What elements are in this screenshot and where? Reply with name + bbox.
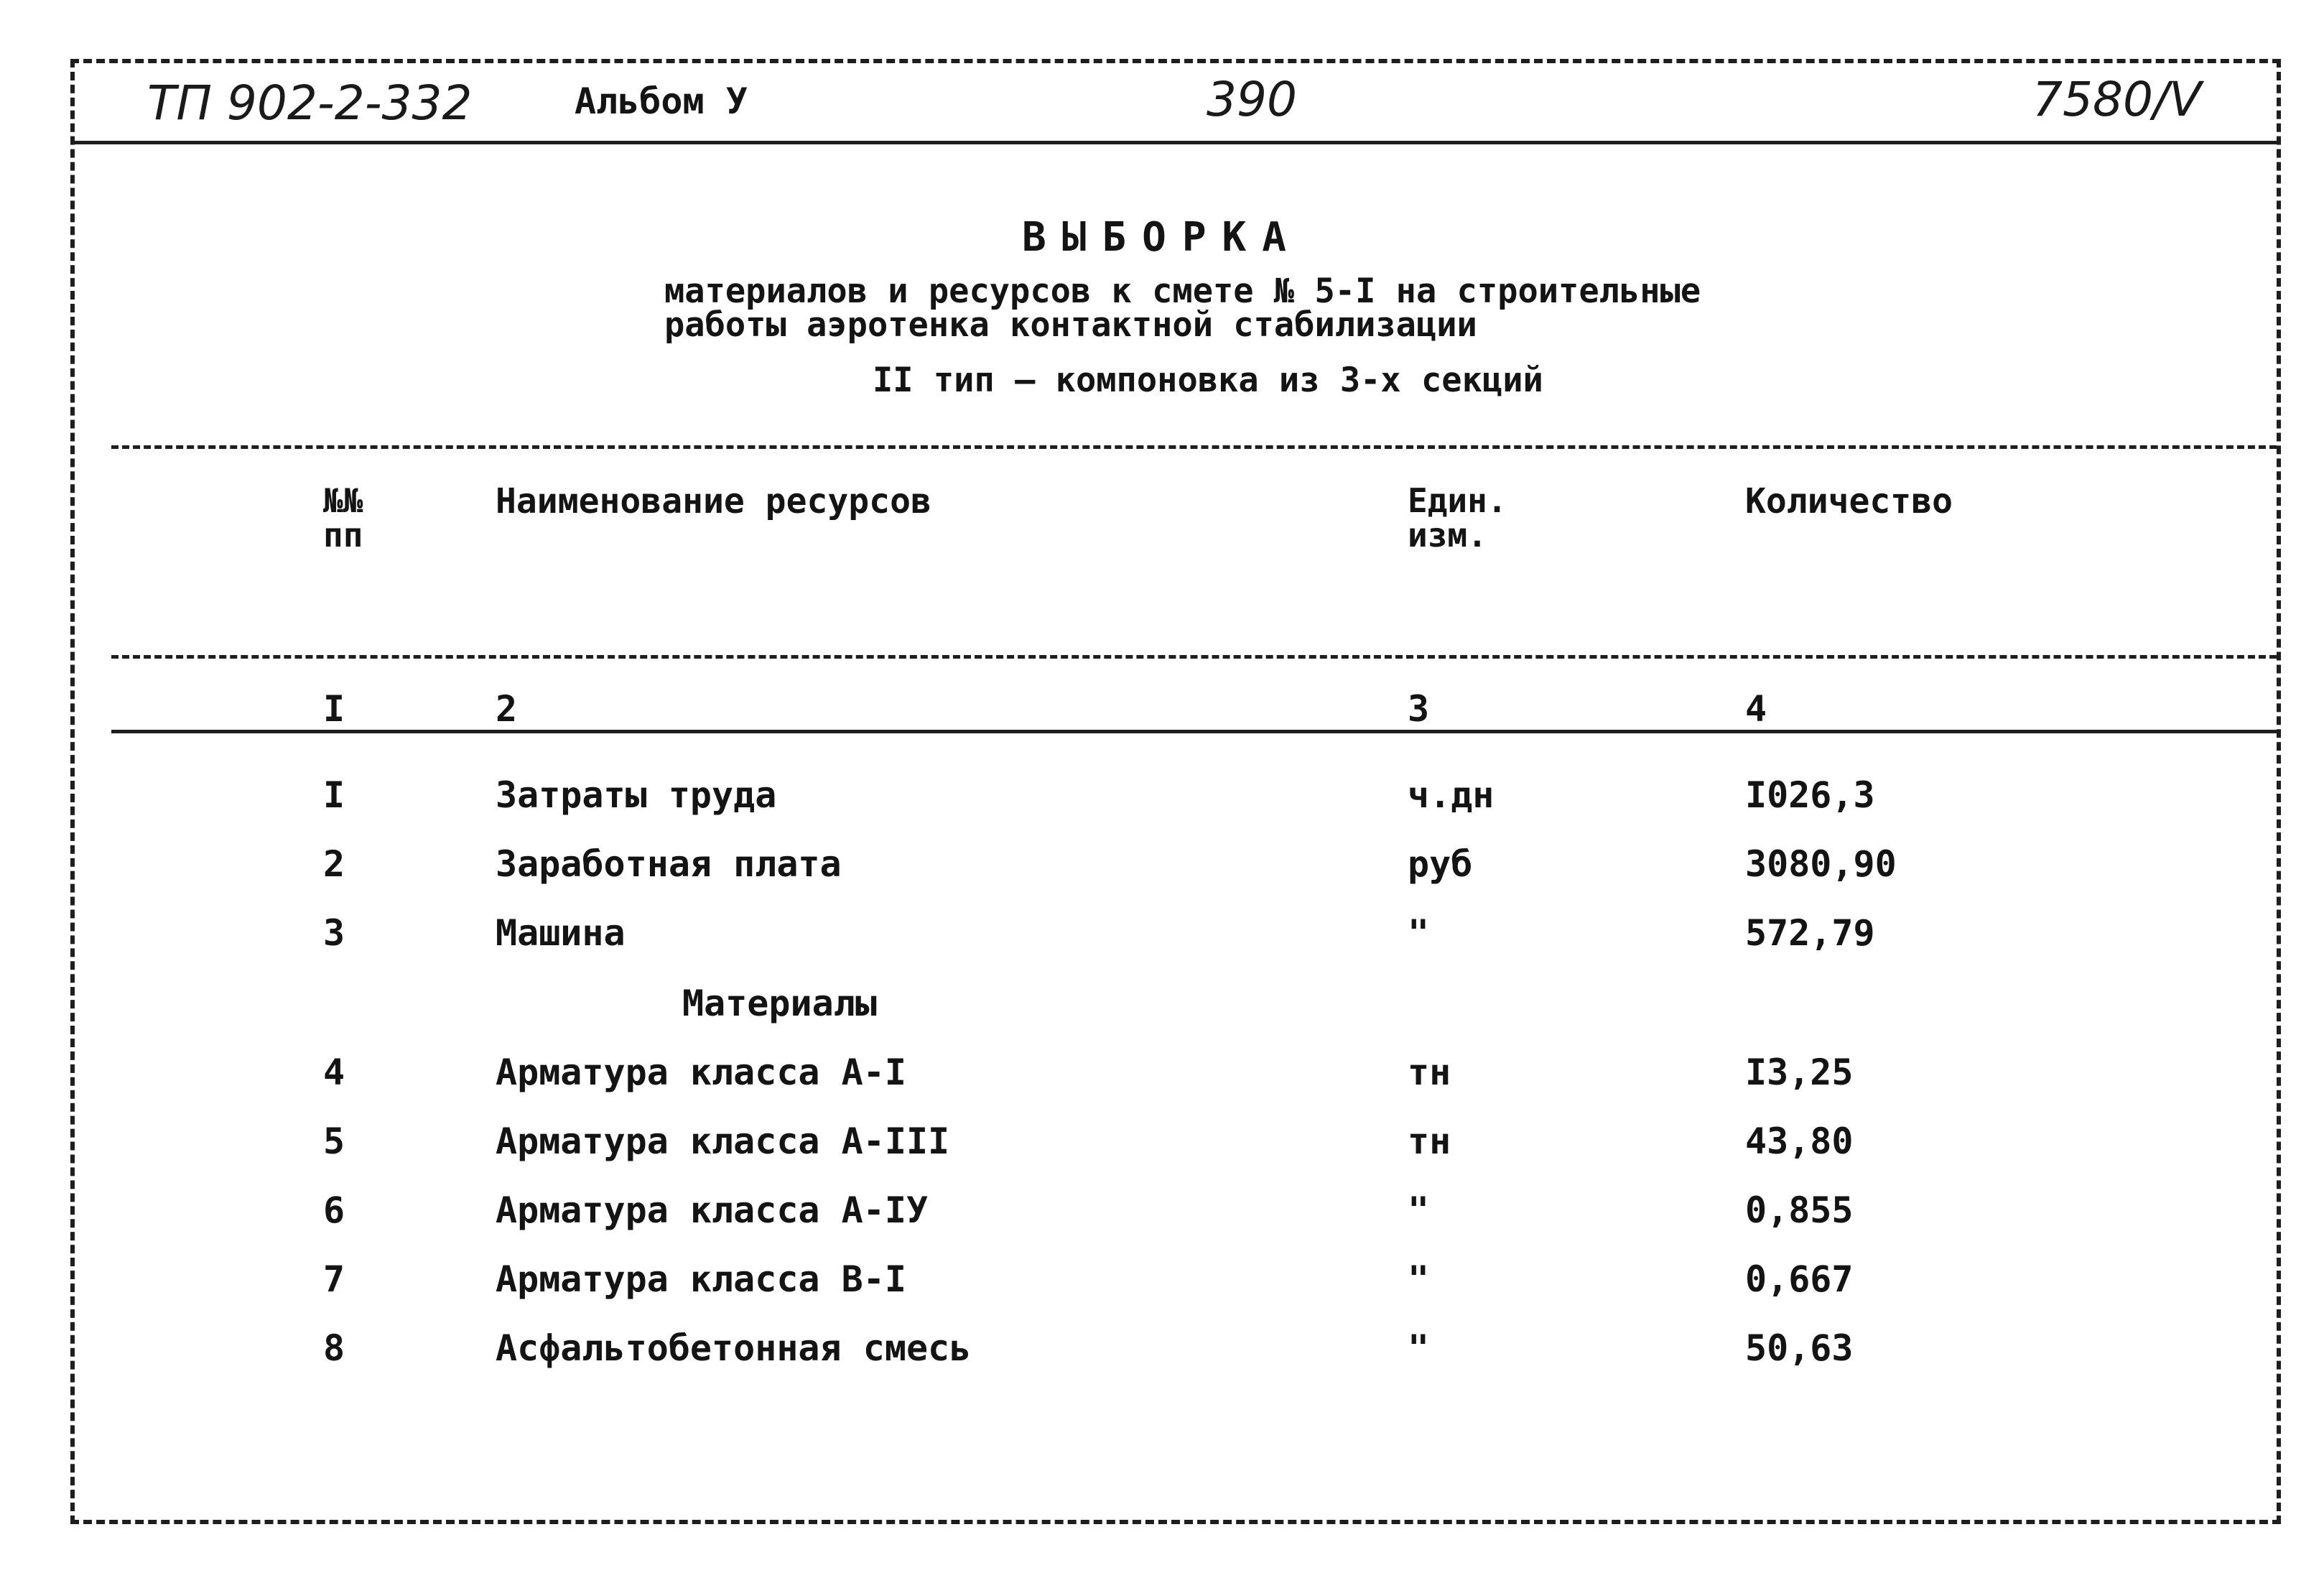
document-title: ВЫБОРКА (1021, 214, 1302, 261)
row-name: Асфальтобетонная смесь (496, 1327, 972, 1369)
row-name: Арматура класса А-IУ (496, 1189, 929, 1231)
row-num: 3 (323, 912, 345, 954)
album-label: Альбом У (575, 80, 748, 122)
row-quantity: 0,855 (1745, 1189, 1854, 1231)
row-name: Заработная плата (496, 843, 842, 885)
title-line-1: материалов и ресурсов к смете № 5-I на строительные (664, 271, 1701, 311)
row-num: 7 (323, 1258, 345, 1300)
row-name: Арматура класса А-III (496, 1120, 950, 1162)
page-number: 390 (1207, 72, 1297, 127)
column-numbers-rule (111, 730, 2277, 733)
row-unit: ч.дн (1408, 774, 1495, 816)
row-quantity: 43,80 (1745, 1120, 1854, 1162)
table-row (0, 774, 2324, 843)
row-num: 5 (323, 1120, 345, 1162)
row-quantity: I026,3 (1745, 774, 1875, 816)
table-row (0, 1258, 2324, 1327)
table-row (0, 1052, 2324, 1120)
header-num-line-2: пп (323, 516, 363, 554)
header-num-line-1: №№ (323, 481, 363, 520)
table-row (0, 912, 2324, 981)
header-bottom-rule (111, 655, 2277, 659)
row-name: Арматура класса В-I (496, 1258, 906, 1300)
table-row (0, 1120, 2324, 1189)
section-heading-materials: Материалы (682, 983, 877, 1024)
row-quantity: 0,667 (1745, 1258, 1854, 1300)
header-unit-line-1: Един. (1408, 481, 1507, 520)
column-number-4: 4 (1745, 688, 1767, 730)
row-name: Машина (496, 912, 626, 954)
column-number-3: 3 (1408, 688, 1430, 730)
row-unit: " (1408, 1189, 1430, 1231)
header-name: Наименование ресурсов (496, 481, 931, 521)
row-num: 8 (323, 1327, 345, 1369)
column-number-1: I (323, 688, 345, 730)
row-unit: тн (1408, 1052, 1451, 1093)
row-name: Затраты труда (496, 774, 777, 816)
sheet-code: 7580/V (2032, 72, 2202, 127)
header-unit-line-2: изм. (1408, 516, 1487, 554)
title-line-2: работы аэротенка контактной стабилизации (664, 305, 1477, 345)
header-divider (75, 141, 2277, 144)
row-quantity: 572,79 (1745, 912, 1875, 954)
row-unit: руб (1408, 843, 1473, 885)
row-quantity: I3,25 (1745, 1052, 1854, 1093)
row-unit: " (1408, 1258, 1430, 1300)
row-unit: " (1408, 912, 1430, 954)
row-num: 4 (323, 1052, 345, 1093)
row-quantity: 50,63 (1745, 1327, 1854, 1369)
row-quantity: 3080,90 (1745, 843, 1897, 885)
row-num: I (323, 774, 345, 816)
column-number-2: 2 (496, 688, 518, 730)
row-num: 6 (323, 1189, 345, 1231)
project-code: ТП 902-2-332 (147, 75, 473, 131)
table-top-rule (111, 445, 2277, 449)
row-unit: " (1408, 1327, 1430, 1369)
header-quantity: Количество (1745, 481, 1953, 521)
title-line-3: II тип – компоновка из 3-х секций (873, 361, 1543, 400)
table-row (0, 1189, 2324, 1258)
table-row (0, 1327, 2324, 1396)
table-row (0, 843, 2324, 912)
row-num: 2 (323, 843, 345, 885)
row-unit: тн (1408, 1120, 1451, 1162)
row-name: Арматура класса А-I (496, 1052, 906, 1093)
